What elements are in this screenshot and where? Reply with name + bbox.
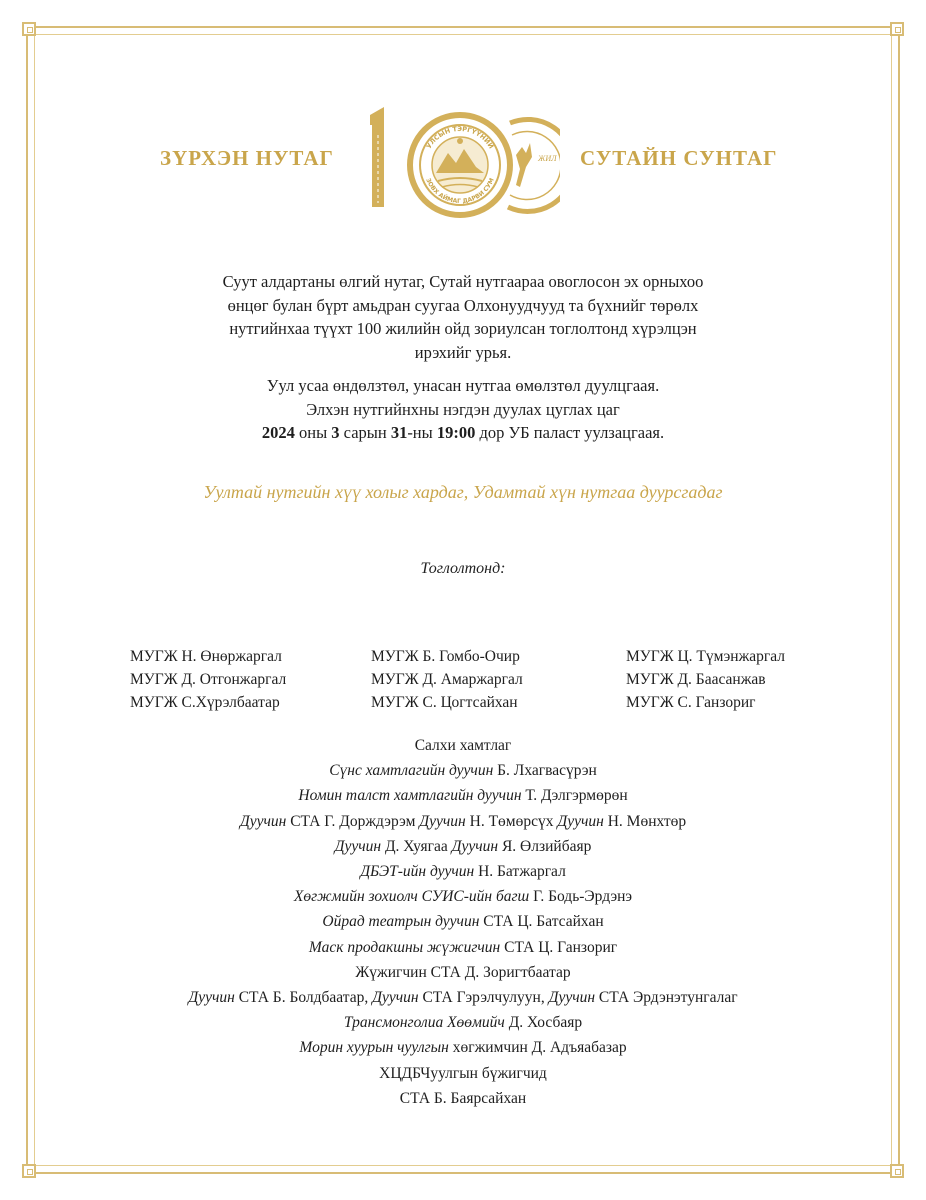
performer-role: Дуучин xyxy=(548,989,596,1007)
artist-name: МУГЖ С. Ганзориг xyxy=(626,694,756,711)
invitation-text xyxy=(100,270,826,445)
header-right-title: СУТАЙН СУНТАГ xyxy=(580,146,778,170)
artist-name: МУГЖ Б. Гомбо-Очир xyxy=(371,648,520,665)
performer-text: ХЦДБЧуулгын бүжигчид xyxy=(379,1064,547,1082)
performer-text: Н. Төмөрсүх xyxy=(465,812,558,830)
event-text: -ны xyxy=(407,423,437,442)
event-year: 2024 xyxy=(261,423,295,442)
artist-name: МУГЖ Д. Отгонжаргал xyxy=(130,671,287,688)
artist-name: МУГЖ С.Хүрэлбаатар xyxy=(130,694,280,711)
performer-text: Д. Хосбаяр xyxy=(504,1014,583,1032)
performer-role: Дуучин xyxy=(557,812,604,830)
performer-text: СТА Г. Дорждэрэм xyxy=(286,812,420,830)
performer-text: Т. Дэлгэрмөрөн xyxy=(521,787,628,805)
performer-role: Морин хуурын чуулгын xyxy=(299,1039,449,1057)
performer-line xyxy=(60,859,866,884)
event-month: 3 xyxy=(331,423,340,442)
performer-line xyxy=(60,1035,866,1060)
performer-line xyxy=(60,758,866,783)
performer-text: СТА Б. Болдбаатар, xyxy=(234,989,373,1007)
frame-corner-ornament xyxy=(22,22,36,36)
performer-line xyxy=(60,1010,866,1035)
performer-line xyxy=(60,935,866,960)
anniversary-logo xyxy=(360,95,560,225)
artist-name: МУГЖ Д. Амаржаргал xyxy=(371,671,523,688)
performer-text: Я. Өлзийбаяр xyxy=(498,837,592,855)
logo-ring-bottom-text: ЗОВХ АЙМАГ ДАРВИ СУМ xyxy=(424,177,496,206)
artist-column xyxy=(626,645,785,714)
performer-line xyxy=(60,1086,866,1111)
text-line: ирэхийг урья. xyxy=(414,342,512,362)
invitation-paragraph xyxy=(100,374,826,445)
artist-name: МУГЖ Ц. Түмэнжаргал xyxy=(626,648,786,665)
performer-line xyxy=(60,960,866,985)
performer-role: Ойрад театрын дуучин xyxy=(322,913,480,931)
artist-column xyxy=(371,645,523,714)
performer-text: хөгжимчин Д. Адъяабазар xyxy=(448,1039,627,1057)
performer-text: Б. Лхагвасүрэн xyxy=(493,762,597,780)
event-place: дор УБ паласт уулзацгаая. xyxy=(475,423,665,442)
performer-line xyxy=(60,809,866,834)
performer-text: СТА Б. Баярсайхан xyxy=(399,1089,527,1107)
logo-ring-top-text: УЛСЫН ТЭРГҮҮНИЙ xyxy=(424,124,496,151)
performer-text: СТА Ц. Ганзориг xyxy=(500,938,618,956)
performer-role: Сүнс хамтлагийн дуучин xyxy=(329,762,494,780)
performer-line xyxy=(60,985,866,1010)
performer-role: ДБЭТ-ийн дуучин xyxy=(360,863,475,881)
performer-text: Г. Бодь-Эрдэнэ xyxy=(529,888,633,906)
frame-corner-ornament xyxy=(22,1164,36,1178)
text-line: нутгийнхаа түүхт 100 жилийн ойд зориулсан тоглолтонд хүрэлцэн xyxy=(229,319,697,338)
event-text: сарын xyxy=(339,423,391,442)
performer-line xyxy=(60,733,866,758)
performers-list xyxy=(60,733,866,1111)
concert-label: Тоглолтонд: xyxy=(420,560,506,577)
frame-corner-ornament xyxy=(890,22,904,36)
performer-text: СТА Гэрэлчулуун, xyxy=(418,989,549,1007)
performer-role: Маск продакшны жүжигчин xyxy=(308,938,501,956)
artist-name: МУГЖ С. Цогтсайхан xyxy=(371,694,518,711)
performer-text: Н. Мөнхтөр xyxy=(603,812,687,830)
event-text: оны xyxy=(294,423,332,442)
invitation-paragraph xyxy=(100,270,826,364)
performer-role: Дуучин xyxy=(188,989,235,1007)
performer-role: Дуучин xyxy=(239,812,287,830)
performer-text: Салхи хамтлаг xyxy=(414,737,512,754)
performer-line xyxy=(60,834,866,859)
text-line: Суут алдартаны өлгий нутаг, Сутай нутгаараа овоглосон эх орныхоо xyxy=(222,272,704,291)
performer-role: Дуучин xyxy=(334,837,382,855)
event-day: 31 xyxy=(390,423,408,442)
artist-name: МУГЖ Д. Баасанжав xyxy=(626,671,766,688)
performer-role: Трансмонголиа Хөөмийч xyxy=(343,1014,505,1032)
text-line: Элхэн нутгийнхны нэгдэн дуулах цуглах цаг xyxy=(306,399,620,419)
performer-text: Н. Батжаргал xyxy=(474,863,566,881)
performer-line xyxy=(60,783,866,808)
performer-role: Дуучин xyxy=(419,812,466,830)
performer-role: Дуучин xyxy=(451,837,499,855)
performer-text: СТА Ц. Батсайхан xyxy=(479,913,604,931)
artist-name: МУГЖ Н. Өнөржаргал xyxy=(130,648,282,665)
artist-column xyxy=(130,645,286,714)
performer-role: Дуучин xyxy=(372,989,419,1007)
performer-text: Жүжигчин СТА Д. Зоригтбаатар xyxy=(355,963,571,981)
motto: Уултай нутгийн хүү холыг хардаг, Удамтай хүн нутгаа дуурсгадаг xyxy=(203,482,723,502)
header-left-title: ЗҮРХЭН НУТАГ xyxy=(160,146,334,170)
text-line: өнцөг булан бүрт амьдран суугаа Олхонуудчууд та бүхнийг төрөлх xyxy=(227,295,699,315)
frame-corner-ornament xyxy=(890,1164,904,1178)
performer-role: Хөгжмийн зохиолч СУИС-ийн багш xyxy=(293,888,530,906)
performer-text: Д. Хуягаа xyxy=(381,837,452,855)
text-line: Уул усаа өндөлзтөл, унасан нутгаа өмөлзтөл дуулцгаая. xyxy=(266,376,660,395)
performer-line xyxy=(60,1061,866,1086)
logo-side-text: ЖИЛ xyxy=(538,154,557,163)
performer-text: СТА Эрдэнэтунгалаг xyxy=(595,989,738,1007)
event-datetime xyxy=(262,423,664,442)
performer-line xyxy=(60,909,866,934)
performer-role: Номин талст хамтлагийн дуучин xyxy=(298,787,522,805)
event-time: 19:00 xyxy=(436,423,476,442)
performer-line xyxy=(60,884,866,909)
